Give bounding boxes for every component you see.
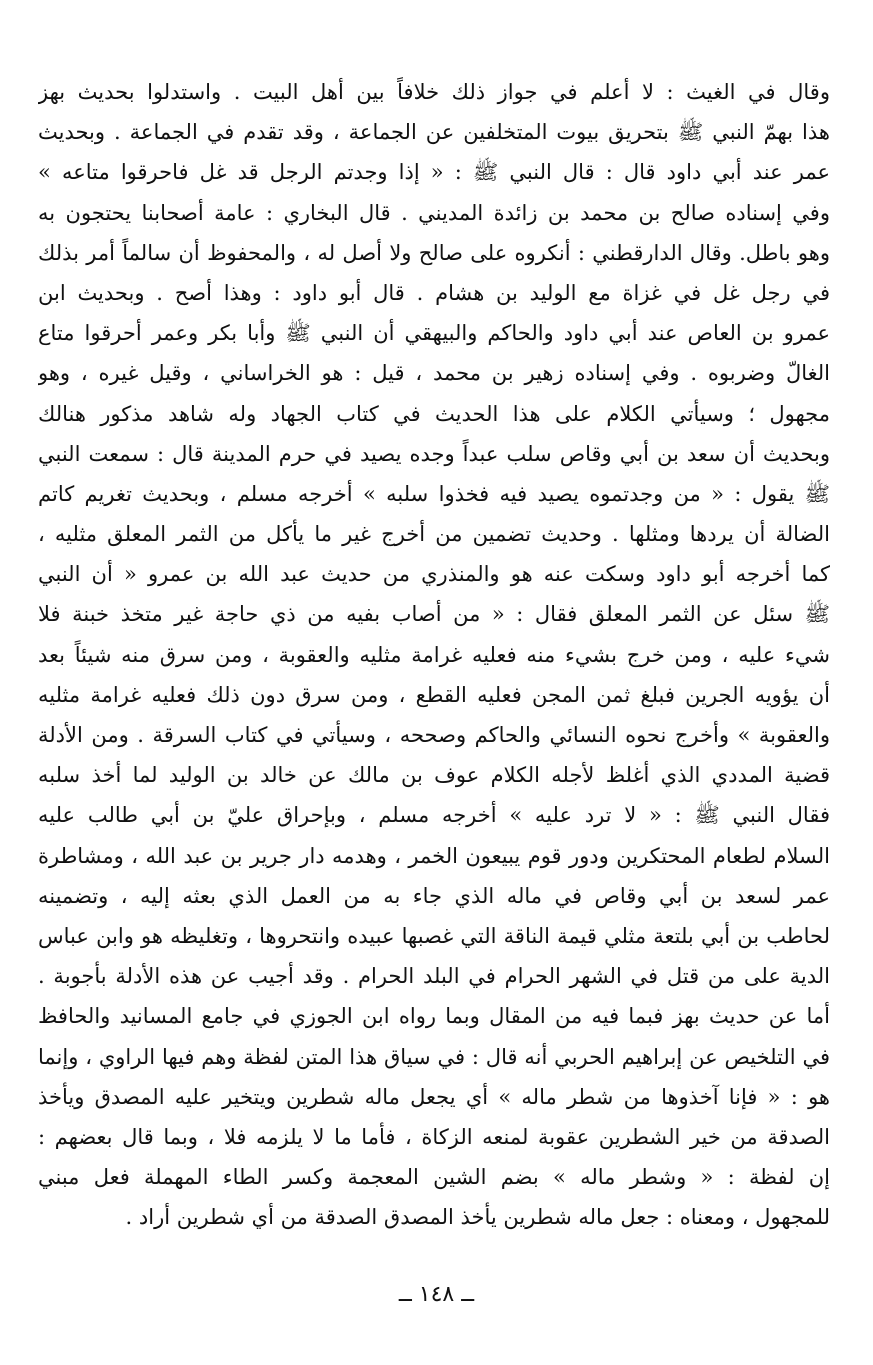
text-line: أما عن حديث بهز فبما فيه من المقال وبما رواه ابن الجوزي في جامع المسانيد والحافظ [38, 1004, 830, 1029]
text-line: الضالة أن يردها ومثلها . وحديث تضمين من أخرج غير ما يأكل من الثمر المعلق مثليه ، [38, 522, 830, 547]
text-line: الصدقة من خير الشطرين عقوبة لمنعه الزكاة ، فأما ما لا يلزمه فلا ، وبما قال بعضهم : [38, 1124, 830, 1149]
text-line: هذا بهمّ النبي ﷺ بتحريق بيوت المتخلفين عن الجماعة ، وقد تقدم في الجماعة . وبحديث [38, 120, 830, 145]
text-line: هو : « فإنا آخذوها من شطر ماله » أي يجعل ماله شطرين ويتخير عليه المصدق ويأخذ [38, 1084, 830, 1109]
text-line: ﷺ يقول : « من وجدتموه يصيد فيه فخذوا سلبه » أخرجه مسلم ، وبحديث تغريم كاتم [38, 481, 830, 506]
text-line: الدية على من قتل في الشهر الحرام في البلد الحرام . وقد أجيب عن هذه الأدلة بأجوبة . [38, 964, 830, 989]
text-line: إن لفظة : « وشطر ماله » بضم الشين المعجمة وكسر الطاء المهملة فعل مبني [38, 1165, 830, 1190]
text-line: عمرو بن العاص عند أبي داود والحاكم والبيهقي أن النبي ﷺ وأبا بكر وعمر أحرقوا متاع [38, 321, 830, 346]
text-line: في رجل غل في غزاة مع الوليد بن هشام . قال أبو داود : وهذا أصح . وبحديث ابن [38, 280, 830, 305]
text-line: قضية المددي الذي أغلظ لأجله الكلام عوف بن مالك عن خالد بن الوليد لما أخذ سلبه [38, 763, 830, 788]
body-text [38, 72, 830, 1237]
text-line: الغالّ وضربوه . وفي إسناده زهير بن محمد ، قيل : هو الخراساني ، وقيل غيره ، وهو [38, 361, 830, 386]
text-line: ﷺ سئل عن الثمر المعلق فقال : « من أصاب بفيه من ذي حاجة غير متخذ خبنة فلا [38, 602, 830, 627]
page-footer [0, 1282, 873, 1322]
text-line: في التلخيص عن إبراهيم الحربي أنه قال : في سياق هذا المتن لفظة وهم فيها الراوي ، وإنما [38, 1044, 830, 1069]
page-number: ــ ١٤٨ ــ [398, 1282, 475, 1307]
text-line: كما أخرجه أبو داود وسكت عنه هو والمنذري من حديث عبد الله بن عمرو « أن النبي [38, 562, 830, 587]
text-line: والعقوبة » وأخرج نحوه النسائي والحاكم وصححه ، وسيأتي في كتاب السرقة . ومن الأدلة [38, 723, 830, 747]
text-line: وقال في الغيث : لا أعلم في جواز ذلك خلافاً بين أهل البيت . واستدلوا بحديث بهز [38, 80, 830, 104]
text-line: فقال النبي ﷺ : « لا ترد عليه » أخرجه مسلم ، وبإحراق عليّ بن أبي طالب عليه [38, 803, 830, 828]
text-line: وفي إسناده صالح بن محمد بن زائدة المديني . قال البخاري : عامة أصحابنا يحتجون به [38, 200, 830, 225]
text-line: عمر عند أبي داود قال : قال النبي ﷺ : « إذا وجدتم الرجل قد غل فاحرقوا متاعه » [38, 160, 830, 185]
text-line: لحاطب بن أبي بلتعة مثلي قيمة الناقة التي غصبها عبيده وانتحروها ، وتغليظه هو وابن عباس [38, 923, 830, 948]
text-line: عمر لسعد بن أبي وقاص في ماله الذي جاء به من العمل الذي بعثه إليه ، وتضمينه [38, 883, 830, 908]
text-line: للمجهول ، ومعناه : جعل ماله شطرين يأخذ المصدق الصدقة من أي شطرين أراد . [125, 1205, 830, 1230]
text-line: مجهول ؛ وسيأتي الكلام على هذا الحديث في كتاب الجهاد وله شاهد مذكور هنالك [38, 401, 830, 426]
text-line: أن يؤويه الجرين فبلغ ثمن المجن فعليه القطع ، ومن سرق دون ذلك فعليه غرامة مثليه [38, 682, 830, 707]
text-line: وبحديث أن سعد بن أبي وقاص سلب عبداً وجده يصيد في حرم المدينة قال : سمعت النبي [38, 441, 830, 466]
text-line: السلام لطعام المحتكرين ودور قوم يبيعون الخمر ، وهدمه دار جرير بن عبد الله ، ومشاطرة [38, 843, 830, 868]
text-line: شيء عليه ، ومن خرج بشيء منه فعليه غرامة مثليه والعقوبة ، ومن سرق منه شيئاً بعد [38, 642, 830, 667]
text-line: وهو باطل. وقال الدارقطني : أنكروه على صالح ولا أصل له ، والمحفوظ أن سالماً أمر بذلك [38, 240, 830, 265]
